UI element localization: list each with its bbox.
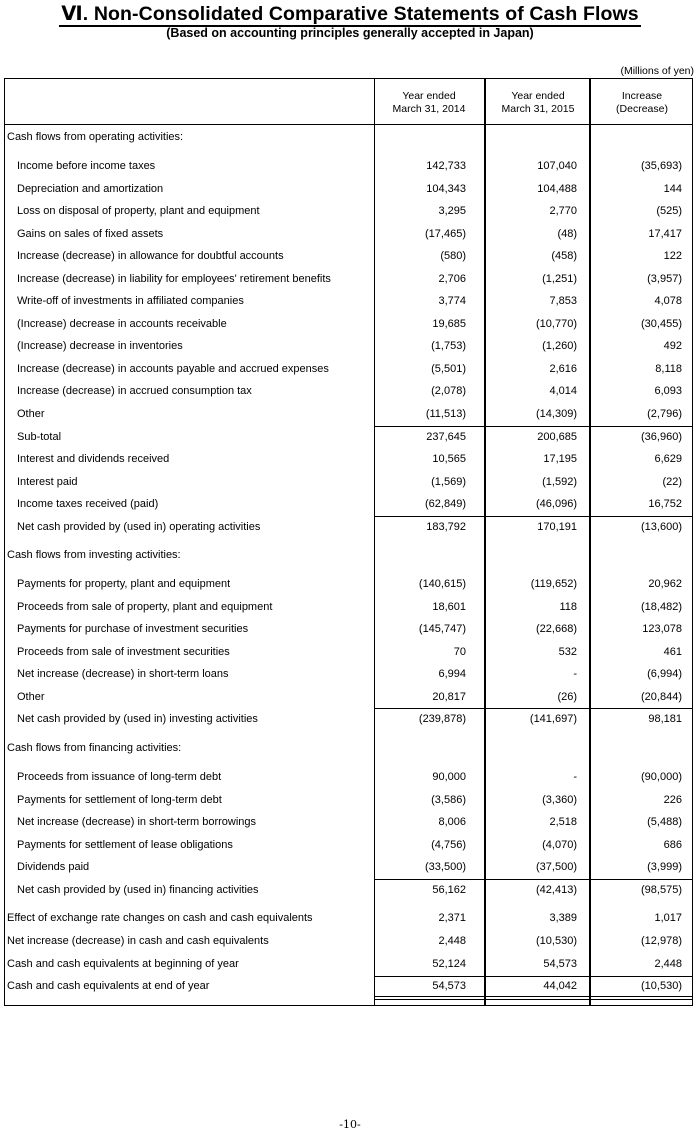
value-2014: 142,733 <box>426 160 466 172</box>
value-2015: (26) <box>557 691 577 703</box>
value-change: (10,530) <box>641 980 682 992</box>
table-row <box>4 270 693 290</box>
value-change: (2,796) <box>647 408 682 420</box>
value-2015: 170,191 <box>537 521 577 533</box>
value-2014: (239,878) <box>418 713 466 725</box>
total-rule <box>374 976 693 977</box>
value-2014: (17,465) <box>425 228 466 240</box>
value-2015: (458) <box>551 250 577 262</box>
table-row <box>4 473 693 493</box>
value-change: 122 <box>663 250 682 262</box>
value-change: 17,417 <box>648 228 682 240</box>
value-2014: 54,573 <box>432 980 466 992</box>
row-label: Payments for settlement of long-term debt <box>17 794 222 806</box>
row-label: Net cash provided by (used in) operating activities <box>17 521 261 533</box>
row-label: Proceeds from sale of investment securities <box>17 646 230 658</box>
value-2014: 6,994 <box>438 668 466 680</box>
table-row <box>4 180 693 200</box>
table-row <box>4 315 693 335</box>
table-row <box>4 710 693 730</box>
value-2014: (5,501) <box>431 363 466 375</box>
table-row <box>4 620 693 640</box>
table-row <box>4 428 693 448</box>
value-2015: (22,668) <box>536 623 577 635</box>
page-number: -10- <box>339 1118 361 1131</box>
value-2014: (1,753) <box>431 340 466 352</box>
value-2014: 8,006 <box>438 816 466 828</box>
table-row <box>4 405 693 425</box>
table-row <box>4 598 693 618</box>
subtotal-rule <box>374 426 693 427</box>
value-2015: - <box>573 668 577 680</box>
value-change: 8,118 <box>655 363 682 375</box>
value-2014: 2,371 <box>438 912 466 924</box>
row-label: Cash flows from operating activities: <box>7 131 184 143</box>
value-change: (525) <box>656 205 682 217</box>
value-2015: 2,616 <box>549 363 577 375</box>
value-2015: 54,573 <box>543 958 577 970</box>
value-2015: 200,685 <box>537 431 577 443</box>
table-row <box>4 932 693 952</box>
value-2015: (48) <box>557 228 577 240</box>
value-2015: (46,096) <box>536 498 577 510</box>
value-change: 20,962 <box>648 578 682 590</box>
page-title: Ⅵ. Non-Consolidated Comparative Statements of Cash Flows <box>61 3 639 25</box>
value-2015: (3,360) <box>542 794 577 806</box>
row-label: Increase (decrease) in allowance for doubtful accounts <box>17 250 284 262</box>
value-2014: 237,645 <box>426 431 466 443</box>
value-2014: 183,792 <box>426 521 466 533</box>
value-2014: (33,500) <box>425 861 466 873</box>
table-row <box>4 382 693 402</box>
row-label: Net increase (decrease) in short-term borrowings <box>17 816 257 828</box>
value-2014: 3,295 <box>438 205 466 217</box>
value-2014: (3,586) <box>431 794 466 806</box>
table-row <box>4 202 693 222</box>
value-change: 226 <box>663 794 682 806</box>
value-change: (98,575) <box>641 884 682 896</box>
row-label: Effect of exchange rate changes on cash and cash equivalents <box>7 912 313 924</box>
column-header-2014: Year ended March 31, 2014 <box>392 90 466 115</box>
value-2015: 532 <box>558 646 577 658</box>
value-2015: 3,389 <box>549 912 577 924</box>
value-2014: 3,774 <box>438 295 466 307</box>
table-row <box>4 450 693 470</box>
value-change: 461 <box>663 646 682 658</box>
table-row <box>4 643 693 663</box>
row-label: Interest paid <box>17 476 78 488</box>
value-2014: (580) <box>440 250 466 262</box>
value-2014: (4,756) <box>431 839 466 851</box>
value-2015: 4,014 <box>549 385 577 397</box>
table-row <box>4 225 693 245</box>
value-2014: 52,124 <box>432 958 466 970</box>
row-label: Net cash provided by (used in) investing activities <box>17 713 258 725</box>
value-2014: 70 <box>453 646 466 658</box>
table-row <box>4 688 693 708</box>
value-change: 2,448 <box>654 958 682 970</box>
value-2015: 7,853 <box>549 295 577 307</box>
row-label: Increase (decrease) in accrued consumption tax <box>17 385 252 397</box>
value-change: 6,629 <box>654 453 682 465</box>
value-change: (20,844) <box>641 691 682 703</box>
row-label: Cash and cash equivalents at end of year <box>7 980 210 992</box>
value-change: (5,488) <box>647 816 682 828</box>
value-2014: (62,849) <box>425 498 466 510</box>
value-2014: 20,817 <box>432 691 466 703</box>
value-change: 123,078 <box>642 623 682 635</box>
value-change: 1,017 <box>654 912 682 924</box>
value-change: 144 <box>663 183 682 195</box>
value-2015: 107,040 <box>537 160 577 172</box>
value-2014: 2,448 <box>438 935 466 947</box>
value-change: (22) <box>662 476 682 488</box>
value-2014: (2,078) <box>431 385 466 397</box>
value-2015: (37,500) <box>536 861 577 873</box>
value-change: 686 <box>663 839 682 851</box>
row-label: Sub-total <box>17 431 62 443</box>
value-2015: 104,488 <box>537 183 577 195</box>
value-2014: 10,565 <box>432 453 466 465</box>
row-label: Net cash provided by (used in) financing activities <box>17 884 259 896</box>
value-change: (35,693) <box>641 160 682 172</box>
value-2015: (42,413) <box>536 884 577 896</box>
table-row <box>4 881 693 901</box>
value-2015: 44,042 <box>543 980 577 992</box>
table-row <box>4 813 693 833</box>
value-2015: (1,260) <box>542 340 577 352</box>
row-label: Payments for settlement of lease obligations <box>17 839 233 851</box>
value-2014: 56,162 <box>432 884 466 896</box>
row-label: Net increase (decrease) in cash and cash equivalents <box>7 935 269 947</box>
row-label: Income taxes received (paid) <box>17 498 159 510</box>
table-row <box>4 665 693 685</box>
row-label: Cash flows from investing activities: <box>7 549 181 561</box>
row-label: Payments for property, plant and equipment <box>17 578 231 590</box>
row-label: Proceeds from sale of property, plant and equipment <box>17 601 273 613</box>
value-2015: 2,770 <box>549 205 577 217</box>
row-label: Increase (decrease) in accounts payable and accrued expenses <box>17 363 329 375</box>
table-row <box>4 955 693 975</box>
value-change: (3,957) <box>647 273 682 285</box>
value-2014: 19,685 <box>432 318 466 330</box>
value-2015: 118 <box>559 601 577 613</box>
table-row <box>4 518 693 538</box>
value-change: (3,999) <box>647 861 682 873</box>
row-label: (Increase) decrease in accounts receivable <box>17 318 227 330</box>
row-label: Interest and dividends received <box>17 453 170 465</box>
row-label: Write-off of investments in affiliated companies <box>17 295 244 307</box>
row-label: Cash flows from financing activities: <box>7 742 182 754</box>
subtotal-rule <box>374 879 693 880</box>
row-label: Payments for purchase of investment securities <box>17 623 249 635</box>
units-note: (Millions of yen) <box>620 65 694 77</box>
total-double-rule <box>374 996 693 997</box>
table-row <box>4 909 693 929</box>
subtotal-rule <box>374 708 693 709</box>
value-2015: 17,195 <box>543 453 577 465</box>
value-2015: (1,592) <box>542 476 577 488</box>
value-2015: (10,770) <box>536 318 577 330</box>
table-row <box>4 292 693 312</box>
row-label: Depreciation and amortization <box>17 183 164 195</box>
row-label: Loss on disposal of property, plant and equipment <box>17 205 260 217</box>
table-row <box>4 858 693 878</box>
section-heading <box>4 739 693 759</box>
table-row <box>4 791 693 811</box>
value-change: (6,994) <box>647 668 682 680</box>
table-row <box>4 360 693 380</box>
value-2014: (1,569) <box>431 476 466 488</box>
row-label: Net increase (decrease) in short-term loans <box>17 668 229 680</box>
value-change: (18,482) <box>641 601 682 613</box>
value-change: (36,960) <box>641 431 682 443</box>
value-2015: (1,251) <box>542 273 577 285</box>
row-label: Other <box>17 691 45 703</box>
value-2014: 90,000 <box>432 771 466 783</box>
table-row <box>4 337 693 357</box>
value-change: 98,181 <box>648 713 682 725</box>
row-label: Gains on sales of fixed assets <box>17 228 164 240</box>
table-row <box>4 575 693 595</box>
value-2015: (14,309) <box>536 408 577 420</box>
subtotal-rule <box>374 516 693 517</box>
table-row <box>4 836 693 856</box>
total-double-rule <box>374 999 693 1000</box>
value-2015: (119,652) <box>530 578 577 590</box>
value-change: 4,078 <box>654 295 682 307</box>
value-change: 492 <box>663 340 682 352</box>
section-heading <box>4 546 693 566</box>
table-row <box>4 495 693 515</box>
value-2015: (4,070) <box>542 839 577 851</box>
value-2015: (141,697) <box>529 713 577 725</box>
row-label: Other <box>17 408 45 420</box>
value-2014: (140,615) <box>418 578 466 590</box>
row-label: Increase (decrease) in liability for employees' retirement benefits <box>17 273 331 285</box>
page-subtitle: (Based on accounting principles generally accepted in Japan) <box>166 26 534 40</box>
value-change: (13,600) <box>641 521 682 533</box>
column-header-change: Increase (Decrease) <box>616 90 668 115</box>
value-2014: 104,343 <box>426 183 466 195</box>
value-2015: - <box>573 771 577 783</box>
value-2015: 2,518 <box>549 816 577 828</box>
row-label: Dividends paid <box>17 861 90 873</box>
value-2014: (11,513) <box>425 408 466 420</box>
value-change: (90,000) <box>641 771 682 783</box>
section-heading <box>4 128 693 148</box>
value-change: 6,093 <box>654 385 682 397</box>
value-change: (30,455) <box>641 318 682 330</box>
value-2014: 18,601 <box>432 601 466 613</box>
row-label: Cash and cash equivalents at beginning of year <box>7 958 239 970</box>
row-label: (Increase) decrease in inventories <box>17 340 183 352</box>
value-change: (12,978) <box>641 935 682 947</box>
row-label: Income before income taxes <box>17 160 156 172</box>
row-label: Proceeds from issuance of long-term debt <box>17 771 222 783</box>
table-row <box>4 247 693 267</box>
table-row <box>4 977 693 997</box>
table-row <box>4 157 693 177</box>
value-2014: 2,706 <box>438 273 466 285</box>
value-2014: (145,747) <box>418 623 466 635</box>
column-header-2015: Year ended March 31, 2015 <box>501 90 575 115</box>
table-row <box>4 768 693 788</box>
value-change: 16,752 <box>648 498 682 510</box>
value-2015: (10,530) <box>536 935 577 947</box>
